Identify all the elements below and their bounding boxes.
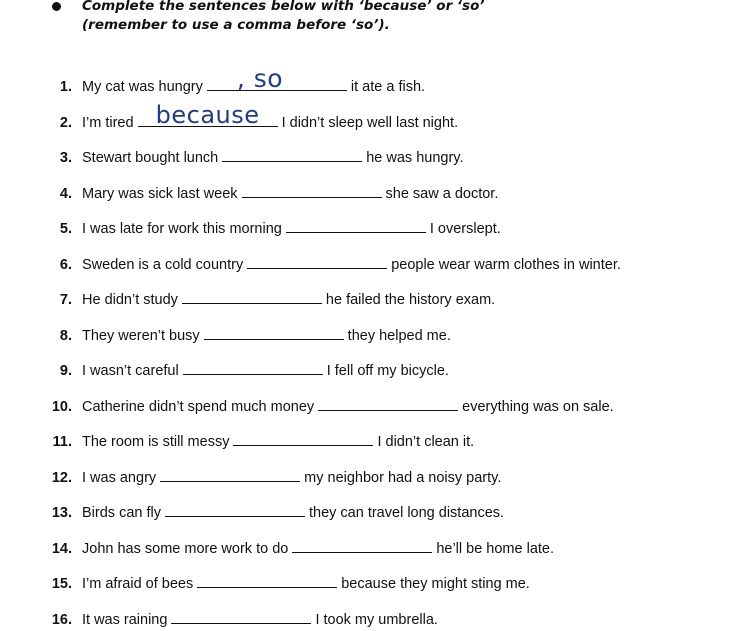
item-sentence (82, 183, 498, 205)
item-number: 4. (59, 185, 72, 202)
answer-blank[interactable] (318, 396, 458, 411)
sentence-start: They weren’t busy (82, 327, 200, 344)
item-sentence (82, 502, 504, 524)
exercise-item (0, 289, 736, 311)
sentence-start: I was late for work this morning (82, 221, 282, 237)
exercise-item (0, 573, 736, 595)
handwritten-answer: , so (236, 64, 284, 93)
sentence-end: I overslept. (429, 221, 501, 237)
exercise-item (0, 100, 736, 134)
answer-blank[interactable] (222, 147, 362, 162)
item-number: 14. (51, 540, 72, 557)
exercise-item (0, 147, 736, 169)
item-sentence (82, 538, 554, 560)
handwritten-answer: because (155, 100, 260, 129)
item-sentence (82, 289, 495, 311)
item-sentence (82, 573, 530, 595)
item-sentence (82, 467, 501, 489)
sentence-end: because they might sting me. (341, 576, 530, 592)
answer-blank[interactable] (165, 502, 305, 517)
exercise-item (0, 396, 736, 418)
sentence-end: they helped me. (347, 327, 451, 344)
item-sentence (82, 64, 426, 98)
item-number: 11. (52, 434, 72, 450)
answer-blank[interactable] (171, 609, 311, 624)
sentence-end: they can travel long distances. (308, 505, 505, 521)
sentence-start: Sweden is a cold country (82, 256, 244, 273)
item-number: 8. (59, 327, 72, 344)
exercise-item (0, 218, 736, 240)
sentence-end: he was hungry. (366, 150, 464, 166)
item-number: 2. (59, 114, 72, 131)
item-number: 1. (59, 79, 72, 95)
sentence-end: I fell off my bicycle. (326, 363, 449, 379)
answer-blank[interactable] (286, 218, 426, 233)
answer-blank[interactable] (247, 254, 387, 269)
exercise-item (0, 183, 736, 205)
sentence-start: I’m tired (82, 114, 134, 131)
answer-blank[interactable] (207, 64, 347, 93)
sentence-end: he failed the history exam. (325, 292, 496, 308)
item-number: 5. (59, 221, 72, 237)
sentence-end: everything was on sale. (462, 398, 614, 415)
exercise-item (0, 502, 736, 524)
exercise-item (0, 431, 736, 453)
item-number: 9. (59, 363, 72, 379)
sentence-end: it ate a fish. (350, 79, 426, 95)
item-sentence (82, 147, 464, 169)
answer-blank[interactable] (183, 360, 323, 375)
sentence-start: Mary was sick last week (82, 185, 238, 202)
item-sentence (82, 325, 451, 347)
sentence-start: I was angry (82, 469, 157, 486)
sentence-start: Catherine didn’t spend much money (82, 398, 315, 415)
exercise-item (0, 325, 736, 347)
sentence-end: he’ll be home late. (436, 540, 555, 557)
item-number: 10. (51, 398, 72, 415)
sentence-start: I’m afraid of bees (82, 576, 194, 592)
instructions-line-2: (remember to use a comma before ‘so’). (82, 17, 390, 33)
sentence-end: my neighbor had a noisy party. (304, 469, 502, 486)
sentence-end: she saw a doctor. (385, 185, 499, 202)
instructions-line-1: Complete the sentences below with ‘because’ or ‘so’ (82, 0, 485, 14)
exercise-item (0, 64, 736, 98)
item-number: 15. (51, 576, 72, 592)
exercise-item (0, 467, 736, 489)
sentence-start: I wasn’t careful (82, 363, 179, 379)
bullet-icon (52, 2, 61, 11)
sentence-start: Stewart bought lunch (82, 150, 219, 166)
answer-blank[interactable] (138, 100, 278, 129)
item-number: 12. (51, 469, 72, 486)
item-sentence (82, 100, 459, 134)
answer-blank[interactable] (242, 183, 382, 198)
sentence-start: It was raining (82, 611, 168, 628)
answer-blank[interactable] (197, 573, 337, 588)
exercise-item (0, 360, 736, 382)
item-number: 6. (59, 256, 72, 273)
exercise-item (0, 254, 736, 276)
answer-blank[interactable] (292, 538, 432, 553)
sentence-start: John has some more work to do (82, 540, 289, 557)
item-sentence (82, 254, 621, 276)
sentence-end: I took my umbrella. (315, 611, 438, 628)
item-sentence (82, 396, 614, 418)
item-sentence (82, 431, 474, 453)
answer-blank[interactable] (233, 431, 373, 446)
item-sentence (82, 218, 501, 240)
answer-blank[interactable] (182, 289, 322, 304)
sentence-end: people wear warm clothes in winter. (391, 256, 621, 273)
item-sentence (82, 360, 449, 382)
sentence-start: My cat was hungry (82, 79, 203, 95)
exercise-item (0, 538, 736, 560)
sentence-end: I didn’t clean it. (377, 434, 475, 450)
sentence-start: Birds can fly (82, 505, 161, 521)
item-number: 7. (59, 292, 72, 308)
item-number: 13. (51, 505, 72, 521)
item-number: 3. (59, 150, 72, 166)
sentence-start: The room is still messy (82, 434, 230, 450)
answer-blank[interactable] (204, 325, 344, 340)
sentence-start: He didn’t study (82, 292, 178, 308)
answer-blank[interactable] (160, 467, 300, 482)
sentence-end: I didn’t sleep well last night. (281, 114, 459, 131)
item-number: 16. (51, 611, 72, 628)
